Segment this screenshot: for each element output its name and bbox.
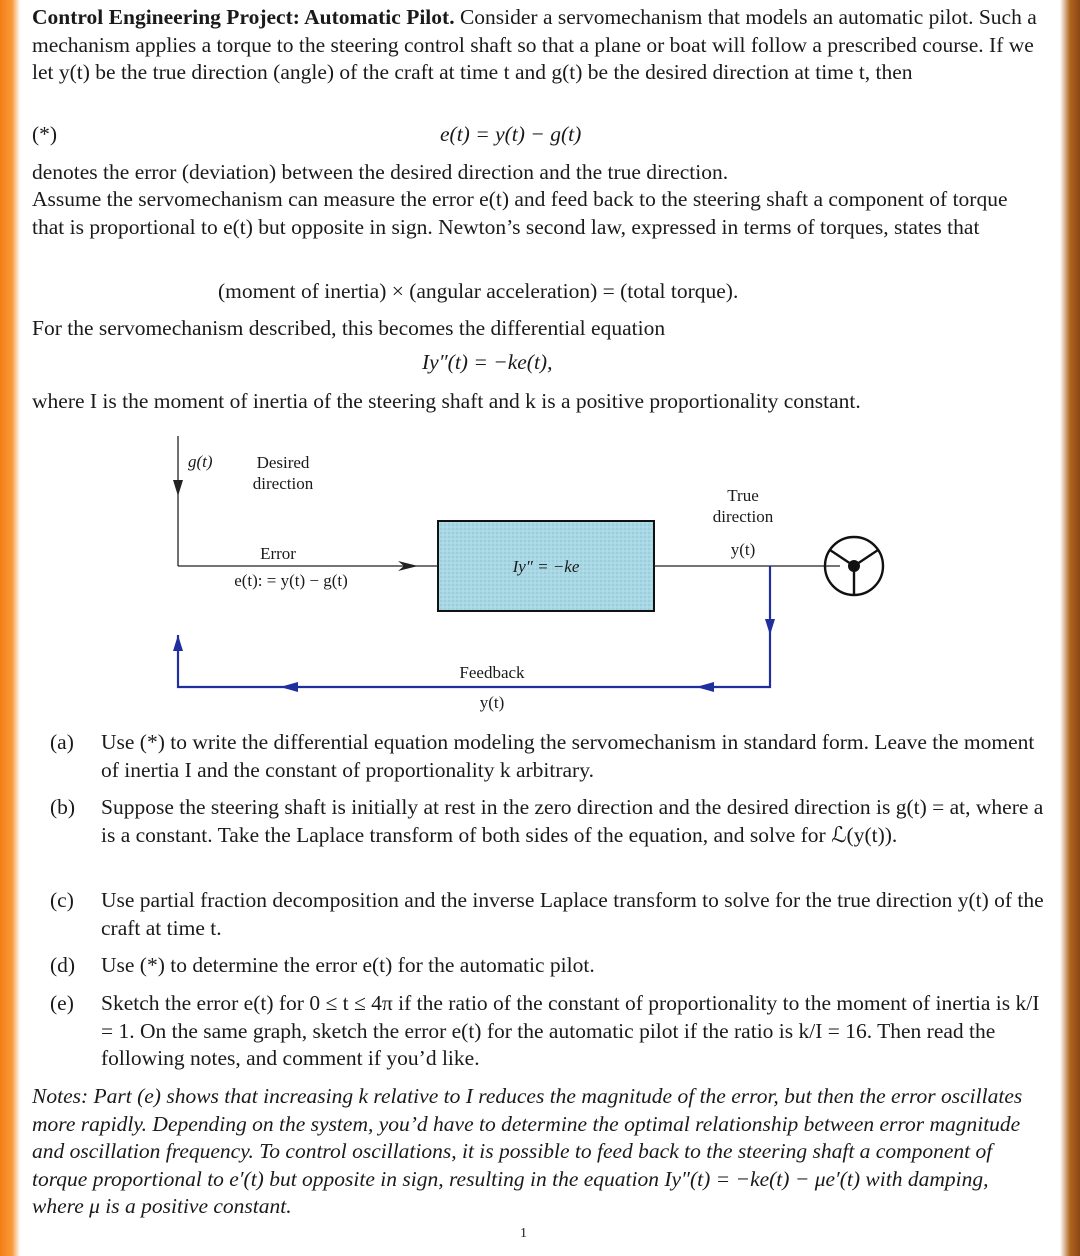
part-text: Use (*) to write the differential equation modeling the servomechanism in standard form. Leave the moment of inertia I and the constant of proportionality k arbitrary. (101, 730, 1035, 782)
constants-description: where I is the moment of inertia of the steering shaft and k is a positive proportionality constant. (32, 389, 861, 413)
left-arrow-icon (280, 682, 298, 692)
up-arrow-icon (173, 635, 183, 651)
part-label: (c) (50, 888, 74, 912)
desired-input-label: g(t) (188, 452, 213, 471)
part-d (50, 952, 1046, 980)
desired-direction-input-line (173, 436, 183, 566)
part-text: Use (*) to determine the error e(t) for the automatic pilot. (101, 953, 595, 977)
error-definition-text: denotes the error (deviation) between the desired direction and the true direction. (32, 160, 729, 184)
desired-direction-label: Desired direction (252, 453, 314, 493)
notes-paragraph: Notes: Part (e) shows that increasing k relative to I reduces the magnitude of the error, but then the error oscillates more rapidly. Depending on the system, you’d have to determine the optimal relationship between error magnitude and oscillation frequency. To control oscillations, it is possible to feed back to the steering shaft a component of torque proportional to e′(t) but opposite in sign, resulting in the equation Iy″(t) = −ke(t) − μe′(t) with damping, where μ is a positive constant. (32, 1084, 1023, 1218)
page-number: 1 (520, 1226, 527, 1241)
part-e (50, 990, 1046, 1073)
feedback-y-label: y(t) (479, 693, 505, 712)
part-text: Use partial fraction decomposition and the inverse Laplace transform to solve for the true direction y(t) of the craft at time t. (101, 888, 1044, 940)
part-text: Sketch the error e(t) for 0 ≤ t ≤ 4π if the ratio of the constant of proportionality to the moment of inertia is k/I = 1. On the same graph, sketch the error e(t) for the automatic pilot if the ratio is k/I = 16. Then read the following notes, and comment if you’d like. (101, 991, 1040, 1070)
part-label: (d) (50, 953, 76, 977)
error-formula-label: e(t): = y(t) − g(t) (234, 571, 348, 590)
intro-text: Consider a servomechanism that models an automatic pilot. Such a mechanism applies a torque to the steering control shaft so that a plane or boat will follow a prescribed course. If we let y(t) be the true direction (angle) of the craft at time t and g(t) be the desired direction at time t, then (32, 5, 1037, 84)
diff-eq-intro: For the servomechanism described, this becomes the differential equation (32, 316, 666, 340)
intro-paragraph (32, 4, 1044, 87)
error-equation: e(t) = y(t) − g(t) (440, 122, 582, 146)
true-direction-label: True direction (712, 486, 774, 526)
part-a (50, 729, 1046, 784)
part-label: (e) (50, 991, 74, 1015)
part-label: (b) (50, 795, 76, 819)
assumption-paragraph: Assume the servomechanism can measure the error e(t) and feed back to the steering shaft a component of torque that is proportional to e(t) but opposite in sign. Newton’s second law, expressed in terms of torques, states that (32, 187, 1008, 239)
error-label: Error (260, 544, 296, 563)
differential-equation: Iy″(t) = −ke(t), (422, 350, 553, 374)
part-b (50, 794, 1046, 849)
feedback-label: Feedback (459, 663, 525, 682)
system-equation-label: Iy″ = −ke (512, 557, 580, 576)
down-arrow-icon (765, 619, 775, 635)
equation-star-label: (*) (32, 122, 58, 146)
document-page (20, 0, 1060, 1256)
left-arrow-icon (696, 682, 714, 692)
project-title: Control Engineering Project: Automatic Pilot. (32, 5, 455, 29)
part-c (50, 887, 1046, 942)
output-y-label: y(t) (730, 540, 756, 559)
part-label: (a) (50, 730, 74, 754)
down-arrow-icon (173, 480, 183, 496)
part-text: Suppose the steering shaft is initially at rest in the zero direction and the desired direction is g(t) = at, where a is a constant. Take the Laplace transform of both sides of the equation, and solve for ℒ(y(t)). (101, 795, 1044, 847)
newton-equation: (moment of inertia) × (angular acceleration) = (total torque). (218, 279, 739, 303)
